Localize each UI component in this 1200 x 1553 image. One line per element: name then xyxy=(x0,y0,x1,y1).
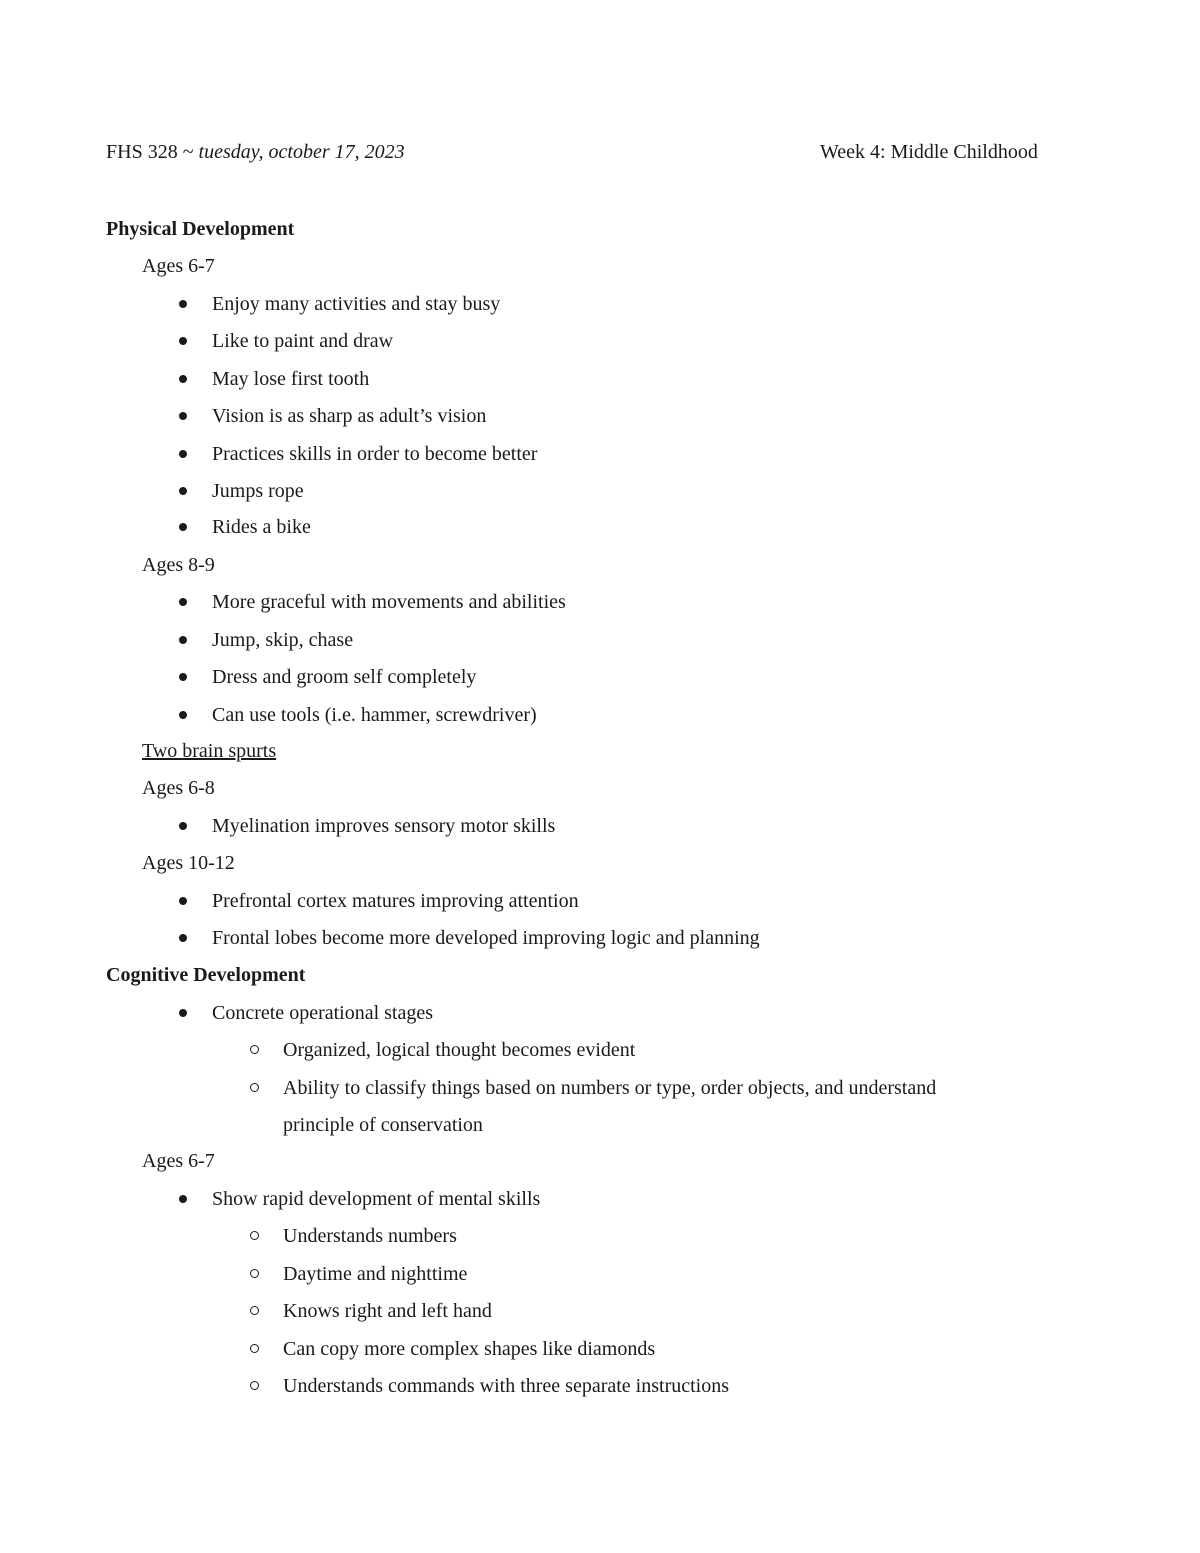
hollow-bullet-icon xyxy=(250,1381,259,1390)
list-item: Practices skills in order to become better xyxy=(212,443,538,465)
bullet-icon xyxy=(179,673,187,681)
hollow-bullet-icon xyxy=(250,1083,259,1092)
bullet-icon xyxy=(179,412,187,420)
bullet-icon xyxy=(179,337,187,345)
list-item: Like to paint and draw xyxy=(212,330,394,352)
hollow-bullet-icon xyxy=(250,1306,259,1315)
list-item: Prefrontal cortex matures improving attention xyxy=(212,890,579,912)
bullet-icon xyxy=(179,450,187,458)
sub-list-item: Understands commands with three separate instructions xyxy=(283,1375,729,1397)
list-item: Dress and groom self completely xyxy=(212,666,477,688)
hollow-bullet-icon xyxy=(250,1231,259,1240)
section-heading-physical: Physical Development xyxy=(106,218,295,240)
sub-list-item: Understands numbers xyxy=(283,1225,457,1247)
bullet-icon xyxy=(179,375,187,383)
list-item: Vision is as sharp as adult’s vision xyxy=(212,405,487,427)
bullet-icon xyxy=(179,1195,187,1203)
list-item: Jump, skip, chase xyxy=(212,629,354,651)
hollow-bullet-icon xyxy=(250,1344,259,1353)
week-title: Week 4: Middle Childhood xyxy=(820,141,1038,163)
sub-list-item: Can copy more complex shapes like diamonds xyxy=(283,1338,656,1360)
age-label: Ages 6-7 xyxy=(142,255,215,277)
sub-list-item: Daytime and nighttime xyxy=(283,1263,468,1285)
bullet-icon xyxy=(179,1009,187,1017)
list-item: May lose first tooth xyxy=(212,368,370,390)
age-label: Ages 8-9 xyxy=(142,554,215,576)
bullet-icon xyxy=(179,636,187,644)
list-item: Frontal lobes become more developed improving logic and planning xyxy=(212,927,760,949)
bullet-icon xyxy=(179,523,187,531)
bullet-icon xyxy=(179,487,187,495)
course-code: FHS 328 ~ xyxy=(106,141,199,163)
list-item: Myelination improves sensory motor skills xyxy=(212,815,556,837)
header-course-date xyxy=(106,141,405,164)
sub-list-item: Knows right and left hand xyxy=(283,1300,492,1322)
list-item: Show rapid development of mental skills xyxy=(212,1188,541,1210)
bullet-icon xyxy=(179,598,187,606)
sub-list-item: Organized, logical thought becomes evident xyxy=(283,1039,636,1061)
hollow-bullet-icon xyxy=(250,1269,259,1278)
list-item: More graceful with movements and abilities xyxy=(212,591,566,613)
age-label: Ages 6-7 xyxy=(142,1150,215,1172)
bullet-icon xyxy=(179,934,187,942)
section-heading-cognitive: Cognitive Development xyxy=(106,964,306,986)
list-item: Enjoy many activities and stay busy xyxy=(212,293,501,315)
age-label: Ages 6-8 xyxy=(142,777,215,799)
list-item: Jumps rope xyxy=(212,480,304,502)
subheading-brain-spurts: Two brain spurts xyxy=(142,740,277,762)
sub-list-item-continuation: principle of conservation xyxy=(283,1114,483,1136)
age-label: Ages 10-12 xyxy=(142,852,235,874)
list-item: Concrete operational stages xyxy=(212,1002,434,1024)
bullet-icon xyxy=(179,711,187,719)
hollow-bullet-icon xyxy=(250,1045,259,1054)
bullet-icon xyxy=(179,300,187,308)
sub-list-item: Ability to classify things based on numbers or type, order objects, and understand xyxy=(283,1077,937,1099)
bullet-icon xyxy=(179,822,187,830)
list-item: Rides a bike xyxy=(212,516,311,538)
lecture-date: tuesday, october 17, 2023 xyxy=(198,141,405,163)
bullet-icon xyxy=(179,897,187,905)
list-item: Can use tools (i.e. hammer, screwdriver) xyxy=(212,704,537,726)
